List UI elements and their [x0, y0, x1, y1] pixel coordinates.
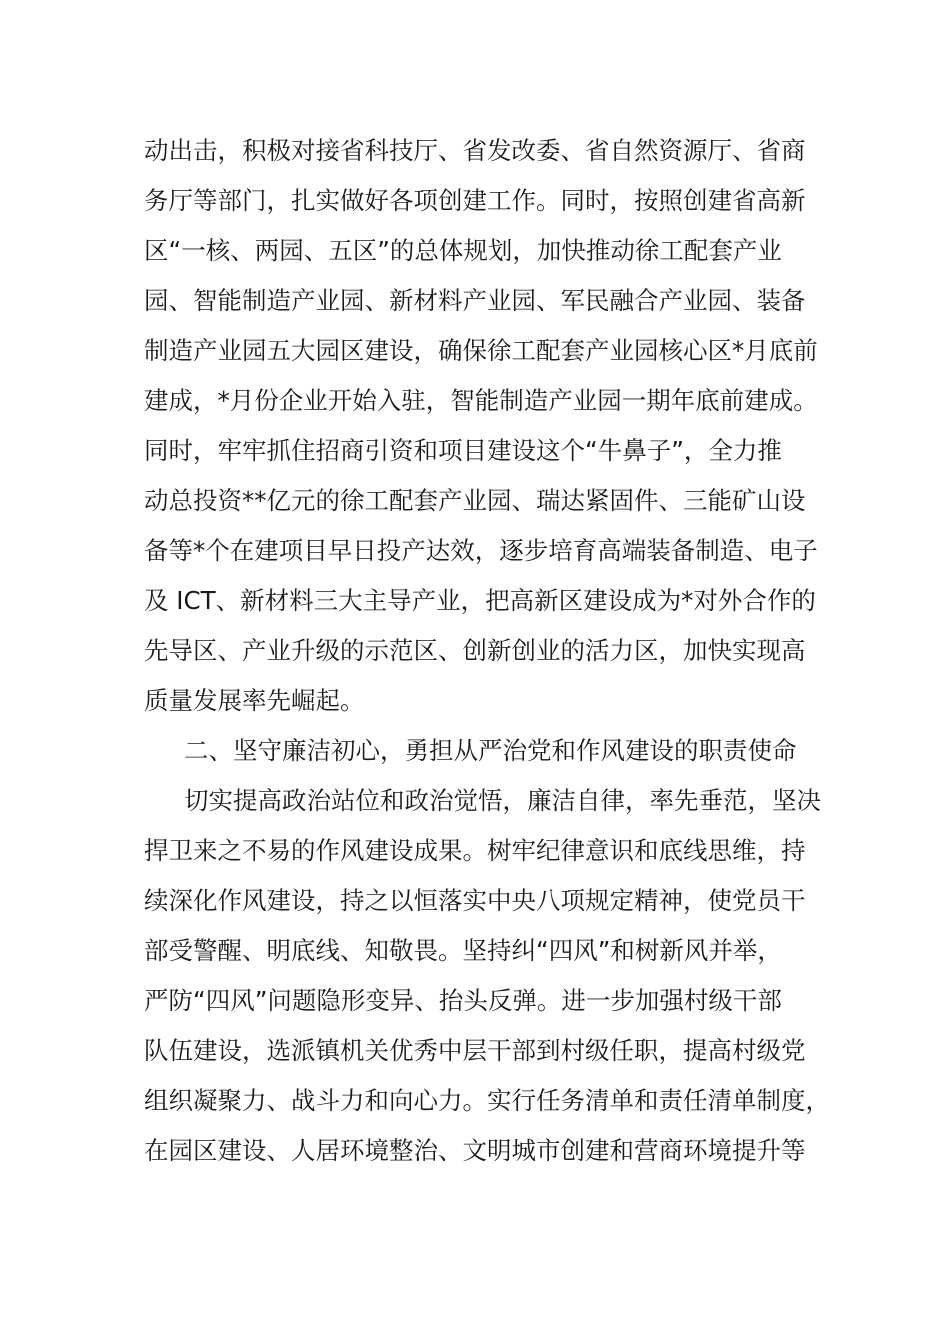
- text-line: 建成，*月份企业开始入驻，智能制造产业园一期年底前建成。: [144, 386, 818, 415]
- text-line: 及 ICT、新材料三大主导产业，把高新区建设成为*对外合作的: [144, 586, 816, 615]
- text-line: 区“一核、两园、五区”的总体规划，加快推动徐工配套产业: [144, 236, 782, 265]
- document-body: [144, 126, 830, 1176]
- text-line: 续深化作风建设，持之以恒落实中央八项规定精神，使党员干: [144, 886, 806, 915]
- text-line: 制造产业园五大园区建设，确保徐工配套产业园核心区*月底前: [144, 336, 818, 365]
- text-line: 备等*个在建项目早日投产达效，逐步培育高端装备制造、电子: [144, 536, 818, 565]
- section-heading: 二、坚守廉洁初心，勇担从严治党和作风建设的职责使命: [184, 736, 797, 765]
- text-line: 组织凝聚力、战斗力和向心力。实行任务清单和责任清单制度，: [144, 1086, 830, 1115]
- text-line: 先导区、产业升级的示范区、创新创业的活力区，加快实现高: [144, 636, 806, 665]
- text-line: 动总投资**亿元的徐工配套产业园、瑞达紧固件、三能矿山设: [144, 486, 806, 515]
- text-line: 部受警醒、明底线、知敬畏。坚持纠“四风”和树新风并举，: [144, 936, 782, 965]
- text-line: 质量发展率先崛起。: [144, 686, 365, 715]
- text-line: 在园区建设、人居环境整治、文明城市创建和营商环境提升等: [144, 1136, 806, 1165]
- text-line: 队伍建设，选派镇机关优秀中层干部到村级任职，提高村级党: [144, 1036, 806, 1065]
- text-line: 园、智能制造产业园、新材料产业园、军民融合产业园、装备: [144, 286, 806, 315]
- text-line: 动出击，积极对接省科技厅、省发改委、省自然资源厅、省商: [144, 136, 806, 165]
- text-line: 同时，牢牢抓住招商引资和项目建设这个“牛鼻子”，全力推: [144, 436, 782, 465]
- text-line: 切实提高政治站位和政治觉悟，廉洁自律，率先垂范，坚决: [184, 786, 821, 815]
- text-line: 捍卫来之不易的作风建设成果。树牢纪律意识和底线思维，持: [144, 836, 806, 865]
- text-line: 务厅等部门，扎实做好各项创建工作。同时，按照创建省高新: [144, 186, 806, 215]
- text-line: 严防“四风”问题隐形变异、抬头反弹。进一步加强村级干部: [144, 986, 782, 1015]
